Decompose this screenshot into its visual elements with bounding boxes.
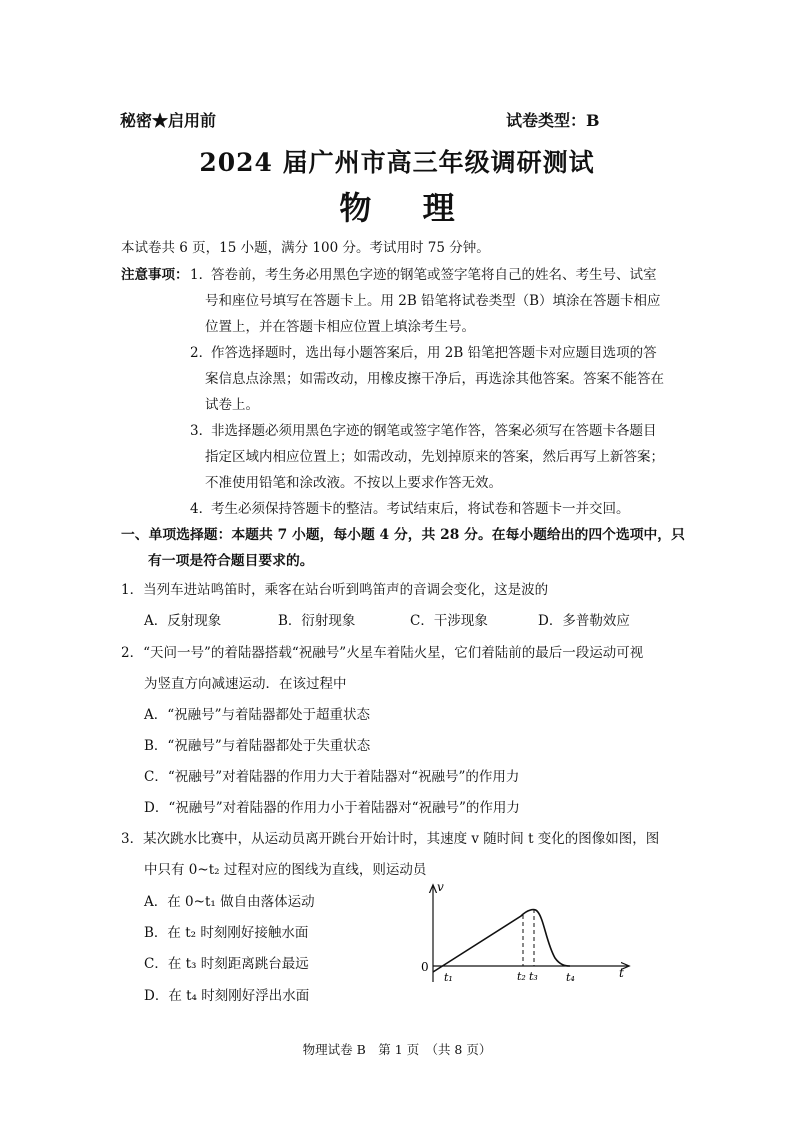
note-2-line-2: 案信息点涂黑；如需改动，用橡皮擦干净后，再选涂其他答案。答案不能答在	[205, 371, 664, 387]
question-2-option-d: D．“祝融号”对着陆器的作用力小于着陆器对“祝融号”的作用力	[144, 800, 520, 816]
question-1-stem: 1．当列车进站鸣笛时，乘客在站台听到鸣笛声的音调会变化，这是波的	[121, 582, 549, 598]
tick-t1: t₁	[444, 971, 453, 984]
question-3-option-c: C．在 t₃ 时刻距离跳台最远	[144, 956, 309, 972]
note-3-line-1: 非选择题必须用黑色字迹的钢笔或签字笔作答，答案必须写在答题卡各题目	[211, 423, 657, 439]
tick-t2: t₂	[517, 970, 526, 983]
question-3-option-b: B．在 t₂ 时刻刚好接触水面	[144, 925, 309, 941]
question-1-option-d: D．多普勒效应	[538, 613, 630, 629]
exam-intro: 本试卷共 6 页，15 小题，满分 100 分。考试用时 75 分钟。	[121, 240, 490, 256]
note-1-line-1: 答卷前，考生务必用黑色字迹的钢笔或签字笔将自己的姓名、考生号、试室	[211, 267, 657, 283]
question-2-option-c: C．“祝融号”对着陆器的作用力大于着陆器对“祝融号”的作用力	[144, 769, 520, 785]
paper-type-label: 试卷类型：B	[506, 111, 600, 130]
t-axis-label: t	[619, 966, 624, 980]
section-1-heading-line-2: 有一项是符合题目要求的。	[148, 553, 314, 569]
note-1-line-2: 号和座位号填写在答题卡上。用 2B 铅笔将试卷类型（B）填涂在答题卡相应	[205, 293, 661, 309]
velocity-time-graph	[410, 880, 640, 990]
notes-label: 注意事项：	[121, 267, 189, 283]
note-1-line-3: 位置上，并在答题卡相应位置上填涂考生号。	[205, 319, 475, 335]
question-3-option-d: D．在 t₄ 时刻刚好浮出水面	[144, 988, 310, 1004]
question-2-option-b: B．“祝融号”与着陆器都处于失重状态	[144, 738, 371, 754]
question-3-stem-line-2: 中只有 0~t₂ 过程对应的图线为直线，则运动员	[144, 862, 427, 878]
v-axis-label: v	[437, 880, 444, 894]
velocity-curve	[433, 910, 570, 972]
question-3-stem-line-1: 3．某次跳水比赛中，从运动员离开跳台开始计时，其速度 v 随时间 t 变化的图像如图，图	[121, 831, 660, 847]
confidential-label: 秘密★启用前	[120, 111, 217, 130]
question-1-option-c: C．干涉现象	[410, 613, 488, 629]
note-2-line-1: 作答选择题时，选出每小题答案后，用 2B 铅笔把答题卡对应题目选项的答	[211, 345, 657, 361]
origin-label: 0	[421, 960, 429, 974]
question-1-option-a: A．反射现象	[144, 613, 222, 629]
note-4-line-1: 考生必须保持答题卡的整洁。考试结束后，将试卷和答题卡一并交回。	[211, 501, 630, 517]
note-4-number: 4．	[190, 501, 213, 517]
question-1-option-b: B．衍射现象	[278, 613, 356, 629]
question-2-stem-line-1: 2．“天问一号”的着陆器搭载“祝融号”火星车着陆火星，它们着陆前的最后一段运动可视	[121, 645, 644, 661]
page-footer: 物理试卷 B 第 1 页 （共 8 页）	[302, 1042, 492, 1057]
subject-title: 物 理	[339, 189, 455, 227]
note-2-number: 2．	[190, 345, 213, 361]
note-3-number: 3．	[190, 423, 213, 439]
tick-t4: t₄	[566, 971, 575, 984]
note-3-line-2: 指定区域内相应位置上；如需改动，先划掉原来的答案，然后再写上新答案；	[205, 449, 664, 465]
tick-t3: t₃	[529, 970, 538, 983]
question-2-stem-line-2: 为竖直方向减速运动．在该过程中	[144, 676, 347, 692]
question-2-option-a: A．“祝融号”与着陆器都处于超重状态	[144, 707, 371, 723]
section-1-heading-line-1: 一、单项选择题：本题共 7 小题，每小题 4 分，共 28 分。在每小题给出的四个选项中，只	[121, 527, 685, 543]
note-3-line-3: 不准使用铅笔和涂改液。不按以上要求作答无效。	[205, 475, 502, 491]
note-1-number: 1．	[190, 267, 213, 283]
note-2-line-3: 试卷上。	[205, 397, 259, 413]
question-3-option-a: A．在 0~t₁ 做自由落体运动	[144, 894, 315, 910]
exam-title: 2024 届广州市高三年级调研测试	[199, 148, 595, 177]
